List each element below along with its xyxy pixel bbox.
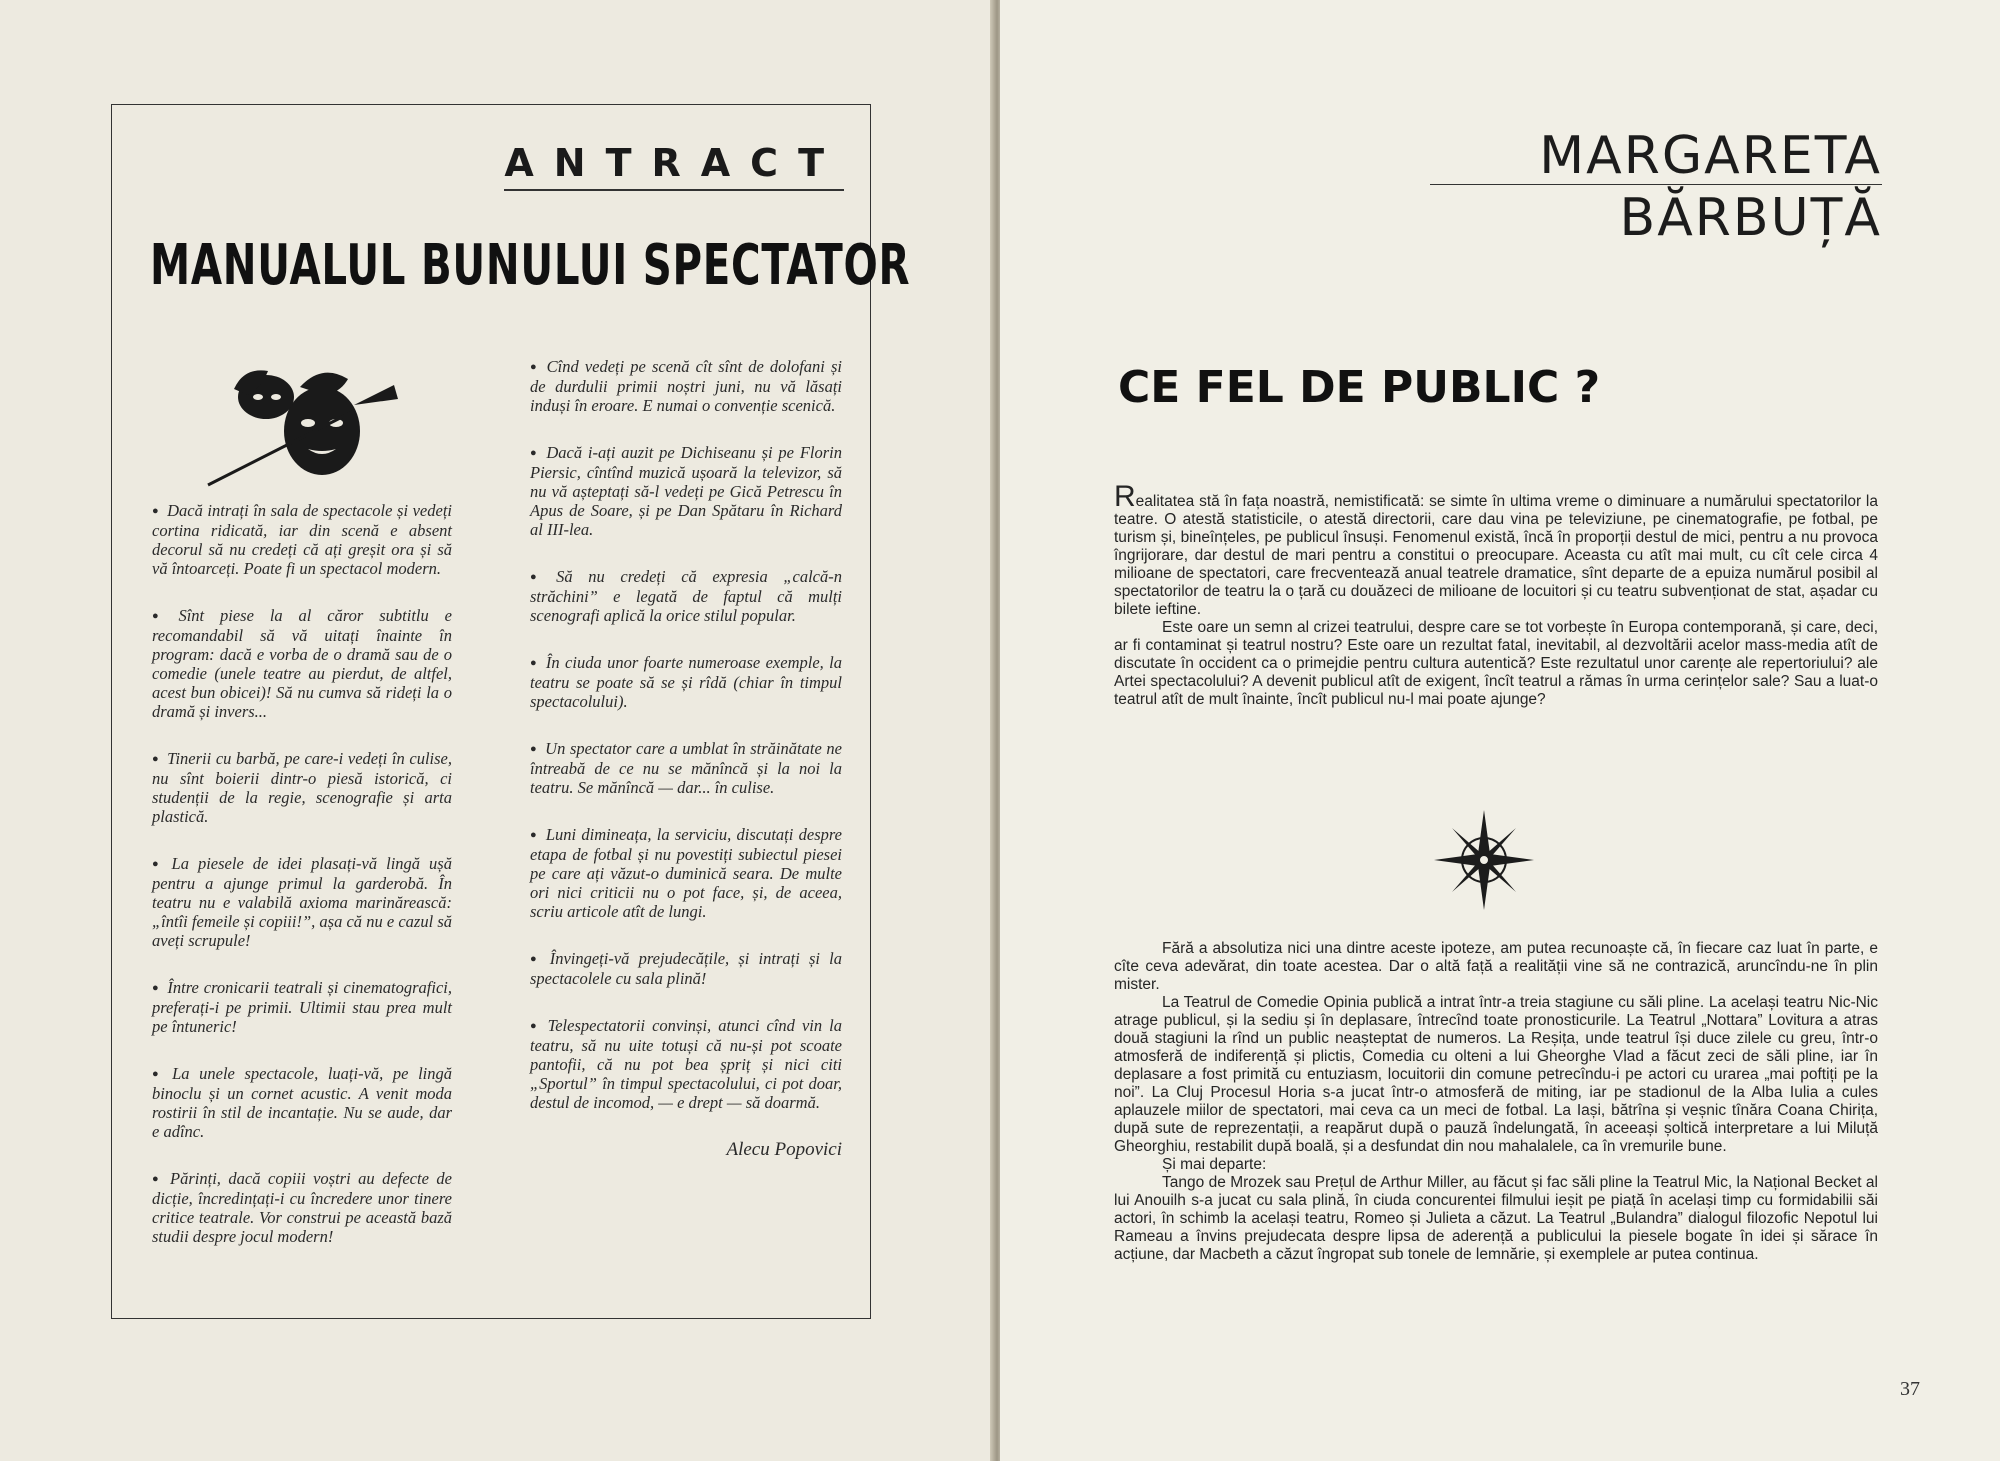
left-page: [0, 0, 994, 1461]
tip-1: ● Dacă intrați în sala de spectacole și vedeți cortina ridicată, iar din scenă e absent decorul să nu credeți că ați greșit ora și să vă întoarceți. Poate fi un spectacol modern.: [152, 501, 452, 578]
manual-title: MANUALUL BUNULUI SPECTATOR: [150, 233, 911, 298]
right-page: [1000, 0, 2000, 1461]
paragraph-1: Realitatea stă în fața noastră, nemistificată: se simte în ultima vreme o diminuare a numărului spectatorilor la teatre. O atestă statisticile, o atestă directorii, care dau vina pe televiziune, pe cinematografie, pe fotbal, pe turism și, bineînțeles, pe publicul însuși. Fenomenul există, încă în proporții destul de mici, pentru a nu provoca îngrijorare, dar destul de mari pentru a constitui o preocupare. Aceasta cu atît mai mult, cu cît cele circa 4 milioane de spectatori, care frecventează anual teatrele dramatice, sînt departe de a epuiza numărul posibil al spectatorilor de teatru la o țară cu douăzeci de milioane de locuitori și cu teatru subvenționat de stat, așadar cu bilete ieftine.: [1114, 480, 1878, 618]
bullet-icon: ●: [152, 505, 160, 517]
theatre-mask-illustration: [204, 353, 404, 493]
manual-column-1: [152, 501, 452, 1274]
page-number: 37: [1900, 1378, 1920, 1400]
bullet-icon: ●: [152, 753, 160, 765]
manual-column-2: [530, 357, 842, 1159]
section-header: ANTRACT: [504, 141, 844, 191]
article-part-2: [1114, 940, 1878, 1264]
bullet-icon: ●: [530, 1020, 540, 1032]
article-title: CE FEL DE PUBLIC ?: [1118, 362, 1601, 413]
paragraph-3: Fără a absolutiza nici una dintre aceste ipoteze, am putea recunoaște că, în fiecare caz luat în parte, e cîte ceva adevărat, din toate acestea. Dar o altă față a realității vine să ne contrazică, aruncîndu-ne în plin mister.: [1114, 940, 1878, 993]
bullet-icon: ●: [530, 571, 549, 583]
paragraph-4: La Teatrul de Comedie Opinia publică a intrat într-a treia stagiune cu săli pline. La același teatru Nic-Nic atrage publicul, și la sediu și în deplasare, întrecînd toate pronosticurile. La Teatrul „Nottara” Lovitura a atras două stagiuni la rînd un public neașteptat de numeros. La Reșița, unde teatrul își duce zilele cu greu, într-o atmosferă de indiferență și plictis, Comedia cu olteni a lui Gheorghe Vlad a făcut zeci de săli pline, iar în deplasare a fost primită cu entuziasm, locuitorii din comune petrecîndu-i pe actori cu urarea „mai poftiți pe la noi”. La Cluj Procesul Horia s-a jucat într-o atmosferă de miting, iar pe stadionul de la Alba Iulia a cules aplauzele miilor de spectatori, mai ceva ca un meci de fotbal. La Iași, bătrîna și veșnic tînăra Coana Chirița, după sute de reprezentații, a reapărut după o pauză îndelungată, în aceeași șoltică interpretare a lui Miluță Gheorghiu, restabilit după boală, și a desfundat din nou mahalalele, ca în vremurile bune.: [1114, 994, 1878, 1155]
bullet-icon: ●: [530, 953, 542, 965]
tip-2: ● Sînt piese la al căror subtitlu e recomandabil să vă uitați înainte în program: dacă e vorba de o dramă sau de o comedie (unele teatre au pierdut, de altfel, acest bun obicei)! Să nu cumva să rideți la o dramă și invers...: [152, 606, 452, 721]
compass-rose-ornament: [1434, 810, 1534, 910]
tip-6: ● La unele spectacole, luați-vă, pe lingă binoclu și un cornet acustic. A venit moda rostirii în stil de incantație. Nu se aude, dar e adînc.: [152, 1064, 452, 1141]
tip-3: ● Tinerii cu barbă, pe care-i vedeți în culise, nu sînt boierii dintr-o piesă istorică, ci studenții de la regie, scenografie și arta plastică.: [152, 749, 452, 826]
tip-10: ● Să nu credeți că expresia „calcă-n străchini” e legată de faptul că mulți scenografi aplică la orice stilul popular.: [530, 567, 842, 625]
manual-author: Alecu Popovici: [726, 1139, 842, 1160]
tip-9: ● Dacă i-ați auzit pe Dichiseanu și pe Florin Piersic, cîntînd muzică ușoară la televizor, să nu vă așteptați să-l vedeți pe Gică Petrescu în Apus de Soare, și pe Dan Spătaru în Richard al III-lea.: [530, 443, 842, 539]
author-name-line-2: BĂRBUȚĂ: [1619, 188, 1882, 248]
bullet-icon: ●: [152, 610, 171, 622]
bullet-icon: ●: [152, 982, 160, 994]
author-name-line-1: MARGARETA: [1539, 126, 1882, 186]
tip-5: ● Între cronicarii teatrali și cinematografici, preferați-i pe primii. Ultimii stau prea mult pe întuneric!: [152, 978, 453, 1036]
paragraph-2: Este oare un semn al crizei teatrului, despre care se tot vorbește în Europa contemporană, și care, deci, ar fi contaminat și teatrul nostru? Este oare un rezultat fatal, inevitabil, al dezvoltării acelor mass-media atît de discutate în occident ca o primejdie pentru cultura autentică? Este rezultatul unor carențe ale repertoriului? ale Artei spectacolului? A devenit publicul atît de exigent, încît teatrul a rămas în urma cerințelor sale? Sau a luat-o teatrul atît de mult înainte, încît publicul nu-l mai poate ajunge?: [1114, 619, 1878, 708]
drop-cap: R: [1114, 480, 1136, 513]
bullet-icon: ●: [530, 829, 538, 841]
tip-11: ● În ciuda unor foarte numeroase exemple, la teatru se poate să se și rîdă (chiar în timpul spectacolului).: [530, 653, 842, 711]
bullet-icon: ●: [530, 657, 538, 669]
paragraph-5: Și mai departe:: [1162, 1156, 1267, 1173]
bullet-icon: ●: [530, 743, 538, 755]
bullet-icon: ●: [530, 361, 539, 373]
tip-15: ● Telespectatorii convinși, atunci cînd vin la teatru, să nu uite totuși că nu-și pot scoate pantofii, că nu pot bea șpriț și nici citi „Sportul” în timpul spectacolului, ci pot doar, destul de incomod, — e drept — să doarmă.: [530, 1016, 842, 1112]
bullet-icon: ●: [152, 1173, 163, 1185]
article-part-1: [1114, 480, 1878, 709]
tip-4: ● La piesele de idei plasați-vă lingă ușă pentru a ajunge primul la garderobă. În teatru nu e valabilă axioma marinărească: „întîi femeile și copiii!”, așa că nu e cazul să aveți scrupule!: [152, 854, 452, 950]
tip-14: ● Învingeți-vă prejudecățile, și intrați și la spectacolele cu sala plină!: [530, 949, 842, 988]
tip-12: ● Un spectator care a umblat în străinătate ne întreabă de ce nu se mănîncă și la noi la teatru. Se mănîncă — dar... în culise.: [530, 739, 842, 797]
tip-7: ● Părinți, dacă copiii voștri au defecte de dicție, încredințați-i cu încredere unor tinere critice teatrale. Vor construi pe această bază studii despre jocul modern!: [152, 1169, 452, 1246]
bullet-icon: ●: [530, 447, 539, 459]
title-rule: [1430, 184, 1882, 185]
manual-frame: [111, 104, 911, 1319]
tip-13: ● Luni dimineața, la serviciu, discutați despre etapa de fotbal și nu povestiți subiectul piesei pe care ați văzut-o duminică seara. De multe ori nici criticii nu o pot face, și, de aceea, scriu articole atît de lungi.: [530, 825, 842, 921]
tip-8: ● Cînd vedeți pe scenă cît sînt de dolofani și de durdulii primii noștri juni, nu vă lăsați induși în eroare. E numai o convenție scenică.: [530, 357, 842, 415]
bullet-icon: ●: [152, 858, 164, 870]
bullet-icon: ●: [152, 1068, 165, 1080]
paragraph-6: Tango de Mrozek sau Prețul de Arthur Miller, au făcut și fac săli pline la Teatrul Mic, la Național Becket al lui Anouilh s-a jucat cu sala plină, în ciuda concurentei filmului ieșit pe piață în același timp cu formidabilii săi actori, în schimb la același teatru, Romeo și Julieta a căzut. La Teatrul „Bulandra” dialogul filozofic Nepotul lui Rameau a învins prejudecata despre lipsa de aderență a publicului la piesele bogate în idei și sărace în acțiune, dar Macbeth a căzut îngropat sub tonele de lemnărie, și exemplele ar putea continua.: [1114, 1174, 1878, 1263]
